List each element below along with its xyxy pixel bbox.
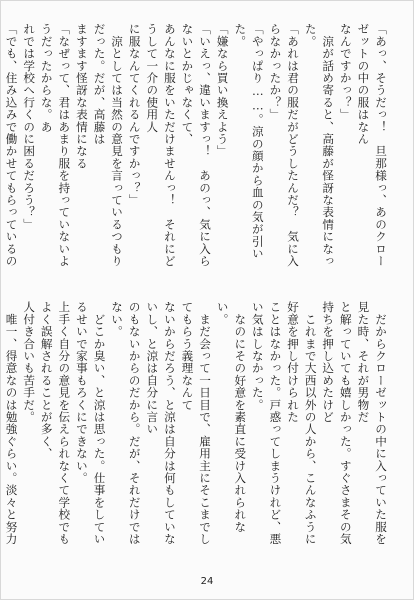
text-line: あんなに服をいただけませんっ！ それにどうして一介の使用人 bbox=[145, 23, 177, 267]
text-line: どこか臭い、と涼は思った。仕事をしているせいで家事もろくにできない。 bbox=[74, 301, 107, 545]
text-line: ことはなかった。戸惑ってしまうけれど、悪い気はしなかった。 bbox=[250, 301, 283, 545]
text-line: 涼が話め寄ると、高藤が怪訝な表情になった。 bbox=[303, 23, 336, 267]
text-line: なのにその好意を素直に受け入れられない。 bbox=[215, 301, 248, 533]
text-line: なんですかっ？」 bbox=[338, 23, 353, 121]
text-line: 「なぜって、君はあまり服を持っていないようだったからな。あ bbox=[39, 23, 72, 267]
text-line: 「嫌なら買い換えよう」 bbox=[215, 23, 230, 158]
text-line: のもないからのだから。だが、それだけではない。 bbox=[110, 301, 142, 545]
text-line: 唯一、得意なのは勉強ぐらい。淡々と努力 bbox=[4, 313, 19, 545]
upper-text-block bbox=[4, 23, 389, 271]
text-line: ますます怪訝な表情になる bbox=[74, 23, 89, 170]
text-line: ないからだろう、と涼は自分は何もしていないし、と涼は自分に言い bbox=[145, 301, 177, 545]
text-line: れでは学校へ行くのに困るだろう？」 bbox=[22, 23, 37, 231]
text-line: 人付き合いも苦手だ。 bbox=[22, 301, 37, 423]
text-line: まだ会って一日目で、雇用主にそこまでしてもらう義理なんて bbox=[180, 301, 213, 545]
page-number: 24 bbox=[200, 576, 214, 587]
text-line: 「でも、住み込みで働かせてもらっているの bbox=[4, 23, 19, 267]
text-line: 上手く自分の意見を伝えられなくて学校でもよく誤解されることが多く、 bbox=[39, 301, 72, 545]
text-line: 涼としては当然の意見を言っているつもりだった。だが、高藤は bbox=[92, 23, 125, 267]
text-line: に服なんてくれるんですかっ？」 bbox=[127, 23, 142, 206]
text-line: と解っていても嬉しかった。すぐさまその気持ちを押し込めたけど bbox=[321, 301, 353, 545]
text-line: これまで大西以外の人から、こんなふうに好意を押し付けられた bbox=[286, 301, 318, 545]
text-line: 「いえっ、違いますっ！ あのっ、気に入らないとかじゃなくて、 bbox=[180, 23, 213, 267]
text-line: 「あっ、そうだっ！ 旦那様っ、あのクローゼットの中の服はなん bbox=[356, 23, 388, 267]
lower-text-block bbox=[4, 301, 389, 549]
text-line: 「やっぱり……。涼の顔から血の気が引いた。 bbox=[233, 23, 265, 260]
text-line: だからクローゼットの中に入っていた服を見た時、それが男物だ bbox=[356, 301, 388, 545]
text-line: 「あれは君の服だがどうしたんだ？ 気に入らなかったか？」 bbox=[268, 23, 301, 267]
